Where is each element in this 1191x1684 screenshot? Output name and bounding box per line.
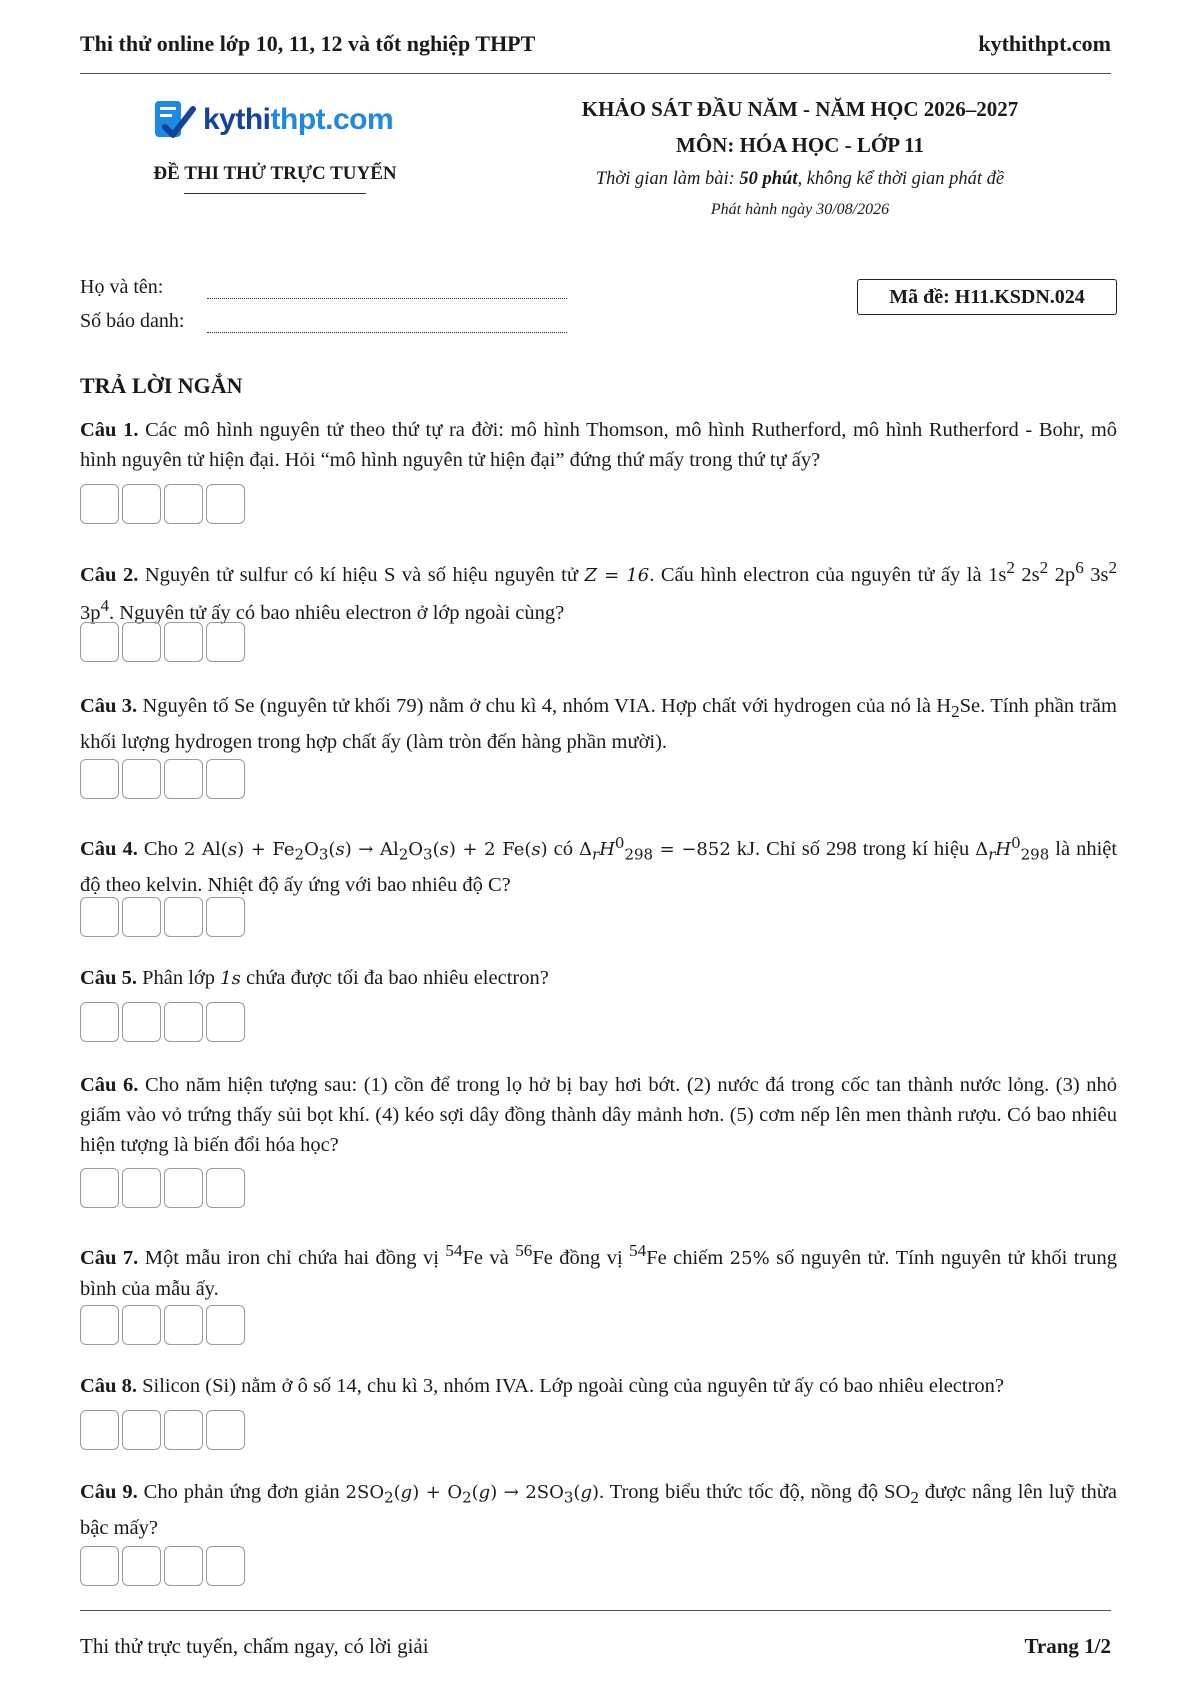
org-underline	[184, 193, 366, 194]
answer-box[interactable]	[122, 1002, 161, 1042]
id-label: Số báo danh:	[80, 310, 185, 332]
question-6	[80, 1070, 1117, 1160]
question-4	[80, 828, 1117, 900]
question-text: . Cấu hình electron của nguyên tử ấy là	[649, 563, 982, 586]
answer-box[interactable]	[80, 1305, 119, 1345]
question-text: Phân lớp	[142, 967, 221, 989]
header-left-text: Thi thử online lớp 10, 11, 12 và tốt nghiệp THPT	[80, 31, 536, 56]
answer-boxes-9	[80, 1546, 245, 1586]
exam-subject: MÔN: HÓA HỌC - LỚP 11	[676, 133, 924, 157]
question-text: Silicon (Si) nằm ở ô số 14, chu kì 3, nhóm IVA. Lớp ngoài cùng của nguyên tử ấy có bao nhiêu electron?	[142, 1375, 1005, 1397]
math-1s: 1s	[220, 968, 241, 989]
question-7	[80, 1236, 1117, 1304]
reaction-equation: $2SO_2(g) + O_2(g) \to 2SO_3(g)$	[345, 1482, 599, 1507]
header-divider	[80, 73, 1111, 74]
answer-box[interactable]	[122, 1546, 161, 1586]
question-text: Các mô hình nguyên tử theo thứ tự ra đời: mô hình Thomson, mô hình Rutherford, mô hình Rutherford - Bohr, mô hình nguyên tử hiện đại. Hỏi “mô hình nguyên tử hiện đại” đứng thứ mấy trong thứ tự ấy?	[80, 419, 1118, 471]
answer-boxes-3	[80, 759, 245, 799]
answer-box[interactable]	[206, 1305, 245, 1345]
answer-box[interactable]	[80, 1410, 119, 1450]
exam-duration	[540, 169, 1060, 190]
question-text: . Trong biểu thức tốc độ, nồng độ	[599, 1481, 885, 1503]
question-5	[80, 963, 1117, 994]
exam-title-block	[540, 94, 1060, 219]
answer-box[interactable]	[164, 1546, 203, 1586]
question-label: Câu 2.	[80, 563, 139, 586]
question-9	[80, 1477, 1117, 1543]
question-text: là nhiệt độ theo kelvin. Nhiệt độ ấy ứng với bao nhiêu độ C?	[80, 838, 1118, 896]
answer-box[interactable]	[122, 1410, 161, 1450]
answer-box[interactable]	[122, 1168, 161, 1208]
logo	[151, 97, 425, 143]
question-label: Câu 7.	[80, 1246, 139, 1269]
org-name: ĐỀ THI THỬ TRỰC TUYẾN	[153, 163, 397, 184]
id-field[interactable]	[207, 310, 567, 333]
student-info	[80, 265, 567, 333]
answer-box[interactable]	[164, 1002, 203, 1042]
question-text: đồng vị	[552, 1246, 630, 1269]
answer-boxes-4	[80, 897, 245, 937]
answer-box[interactable]	[164, 759, 203, 799]
name-label: Họ và tên:	[80, 276, 164, 298]
page-number: Trang 1/2	[1024, 1634, 1111, 1658]
answer-box[interactable]	[206, 759, 245, 799]
reaction-equation: 2 $Al(s) + Fe_2O_3(s) \to Al_2O_3(s) + 2$ Fe(s)	[184, 839, 548, 864]
footer-divider	[80, 1610, 1111, 1611]
question-text: kJ. Chỉ số 298 trong kí hiệu	[736, 838, 970, 860]
question-text: Cho phản ứng đơn giản	[143, 1481, 346, 1503]
logo-icon	[151, 97, 197, 143]
question-text: được nâng lên luỹ thừa bậc mấy?	[80, 1481, 1117, 1540]
question-text: Nguyên tố Se (nguyên tử khối 79) nằm ở chu kì 4, nhóm VIA. Hợp chất với hydrogen của nó là	[142, 695, 937, 717]
question-text: chứa được tối đa bao nhiêu electron?	[240, 967, 549, 989]
logo-text-part2: thpt.com	[270, 103, 394, 136]
release-date: Phát hành ngày 30/08/2026	[710, 201, 890, 218]
answer-boxes-6	[80, 1168, 245, 1208]
isotope-fe54: $^{54}$Fe	[629, 1241, 667, 1269]
answer-box[interactable]	[164, 484, 203, 524]
answer-box[interactable]	[206, 1546, 245, 1586]
answer-box[interactable]	[206, 1002, 245, 1042]
duration-suffix: , không kể thời gian phát đề	[797, 169, 1005, 189]
answer-box[interactable]	[164, 897, 203, 937]
question-3	[80, 691, 1117, 757]
section-title: TRẢ LỜI NGẮN	[80, 373, 243, 398]
question-text: Cho	[143, 838, 179, 860]
page-footer	[80, 1634, 1111, 1659]
answer-boxes-2	[80, 622, 245, 662]
logo-text-part1: kythi	[203, 103, 271, 136]
answer-box[interactable]	[206, 622, 245, 662]
answer-box[interactable]	[80, 484, 119, 524]
question-text: Tính phần trăm khối lượng hydrogen trong hợp chất ấy (làm tròn đến hàng phần mười).	[80, 695, 1117, 754]
answer-box[interactable]	[80, 1168, 119, 1208]
question-text: Cho năm hiện tượng sau: (1) cồn để trong lọ hở bị bay hơi bớt. (2) nước đá trong cốc tan thành nước lỏng. (3) nhỏ giấm vào vỏ trứng thấy sủi bọt khí. (4) kéo sợi dây đồng thành dây mảnh hơn. (5) cơm nếp lên men thành rượu. Có bao nhiêu hiện tượng là biến đổi hóa học?	[80, 1074, 1117, 1156]
answer-box[interactable]	[206, 897, 245, 937]
isotope-fe54: $^{54}$Fe	[445, 1241, 483, 1269]
question-text: . Nguyên tử ấy có bao nhiêu electron ở lớp ngoài cùng?	[109, 601, 565, 624]
footer-text: Thi thử trực tuyến, chấm ngay, có lời giải	[80, 1634, 429, 1658]
answer-boxes-5	[80, 1002, 245, 1042]
question-text: Một mẫu iron chỉ chứa hai đồng vị	[144, 1246, 446, 1269]
answer-box[interactable]	[206, 484, 245, 524]
formula-so2: $SO_2$	[884, 1481, 919, 1508]
enthalpy-symbol: $\Delta_rH^0_{298}$	[975, 834, 1050, 864]
enthalpy-value: $\Delta_rH^0_{298} = -852$	[579, 834, 731, 864]
header-site: kythithpt.com	[978, 31, 1111, 56]
question-label: Câu 6.	[80, 1074, 139, 1096]
exam-title: KHẢO SÁT ĐẦU NĂM - NĂM HỌC 2026–2027	[581, 97, 1019, 121]
logo-block	[125, 97, 425, 194]
math-z: Z = 16	[584, 564, 650, 586]
answer-box[interactable]	[122, 484, 161, 524]
formula-h2se: $H_2Se$.	[936, 695, 986, 722]
logo-text	[203, 103, 393, 137]
name-field[interactable]	[207, 276, 567, 299]
answer-box[interactable]	[164, 622, 203, 662]
answer-box[interactable]	[164, 1410, 203, 1450]
question-2	[80, 553, 1117, 628]
answer-box[interactable]	[80, 897, 119, 937]
duration-prefix: Thời gian làm bài:	[595, 169, 740, 189]
question-text: chiếm	[666, 1246, 730, 1269]
answer-boxes-7	[80, 1305, 245, 1345]
question-text: Nguyên tử sulfur có kí hiệu S và số hiệu nguyên tử	[144, 563, 585, 586]
question-text: có	[553, 838, 574, 860]
answer-box[interactable]	[80, 622, 119, 662]
question-label: Câu 5.	[80, 967, 137, 989]
page-header	[80, 22, 1111, 66]
question-1	[80, 415, 1117, 475]
question-8	[80, 1371, 1117, 1401]
answer-box[interactable]	[80, 1546, 119, 1586]
question-label: Câu 1.	[80, 419, 139, 441]
answer-box[interactable]	[122, 622, 161, 662]
answer-box[interactable]	[122, 1305, 161, 1345]
answer-box[interactable]	[206, 1410, 245, 1450]
question-text: số nguyên tử. Tính nguyên tử khối trung bình của mẫu ấy.	[80, 1246, 1117, 1300]
answer-box[interactable]	[206, 1168, 245, 1208]
answer-boxes-1	[80, 484, 245, 524]
question-label: Câu 4.	[80, 838, 138, 860]
isotope-fe56: $^{56}$Fe	[515, 1241, 553, 1269]
exam-code-box: Mã đề: H11.KSDN.024	[857, 279, 1117, 315]
question-label: Câu 3.	[80, 695, 138, 717]
question-text: và	[482, 1246, 516, 1269]
question-label: Câu 8.	[80, 1375, 137, 1397]
duration-value: 50 phút	[739, 169, 798, 189]
electron-config: $1s^2$ $2s^2$ $2p^6$ $3s^2$ $3p^4$	[80, 558, 1118, 624]
answer-box[interactable]	[122, 759, 161, 799]
answer-box[interactable]	[80, 1002, 119, 1042]
answer-box[interactable]	[164, 1305, 203, 1345]
question-label: Câu 9.	[80, 1481, 138, 1503]
answer-box[interactable]	[80, 759, 119, 799]
math-percent: 25%	[729, 1247, 770, 1269]
answer-box[interactable]	[164, 1168, 203, 1208]
answer-boxes-8	[80, 1410, 245, 1450]
answer-box[interactable]	[122, 897, 161, 937]
